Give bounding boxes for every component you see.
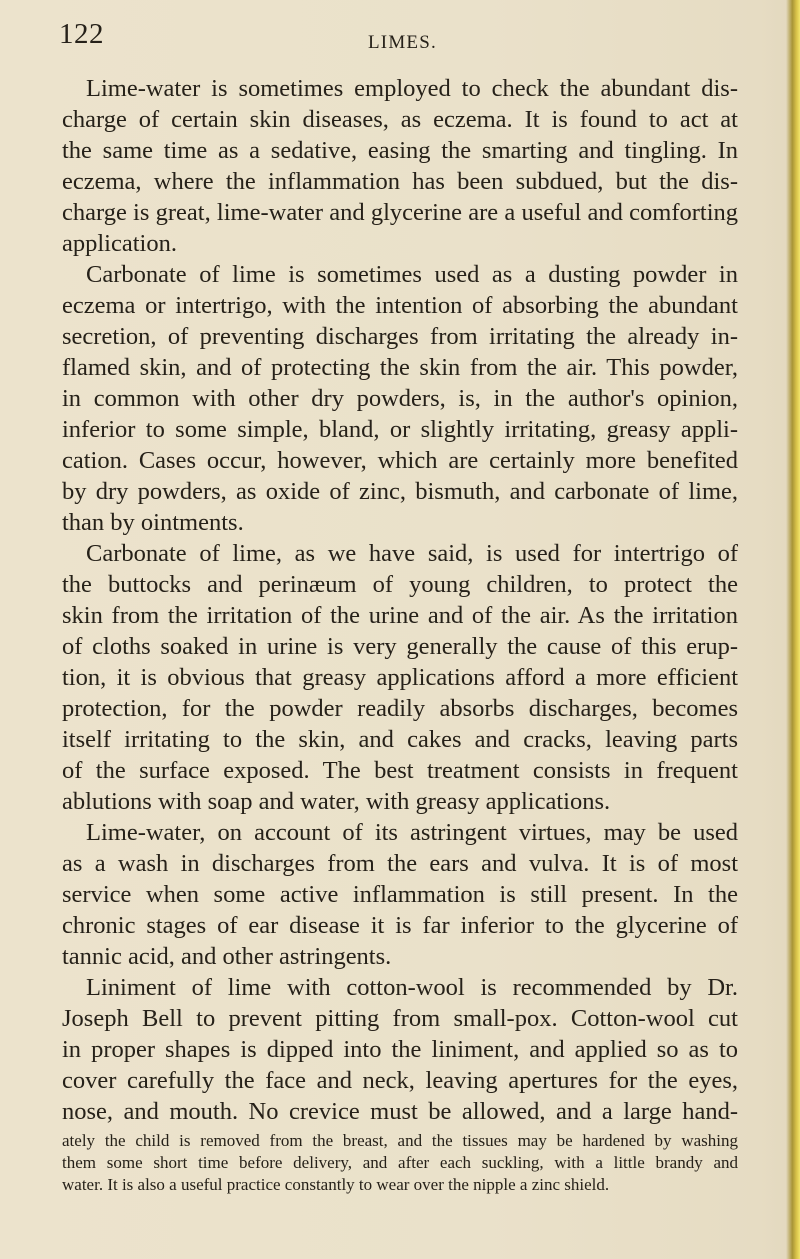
text-line: charge is great, lime-water and glycerine are a useful and comforting xyxy=(62,199,738,226)
text-line: charge of certain skin diseases, as eczema. It is found to act at xyxy=(62,106,738,133)
text-line: as a wash in discharges from the ears and vulva. It is of most xyxy=(62,850,738,877)
text-line: of cloths soaked in urine is very generally the cause of this erup- xyxy=(62,633,738,660)
text-line: itself irritating to the skin, and cakes and cracks, leaving parts xyxy=(62,726,738,753)
text-line: the buttocks and perinæum of young children, to protect the xyxy=(62,571,738,598)
text-line: in common with other dry powders, is, in the author's opinion, xyxy=(62,385,738,412)
text-line: the same time as a sedative, easing the smarting and tingling. In xyxy=(62,137,738,164)
text-line: chronic stages of ear disease it is far inferior to the glycerine of xyxy=(62,912,738,939)
text-line: eczema, where the inflammation has been subdued, but the dis- xyxy=(62,168,738,195)
text-line: Carbonate of lime, as we have said, is used for intertrigo of xyxy=(86,540,738,567)
text-line: nose, and mouth. No crevice must be allowed, and a large hand- xyxy=(62,1098,738,1125)
text-line: application. xyxy=(62,230,177,257)
text-line: than by ointments. xyxy=(62,509,244,536)
page-number: 122 xyxy=(59,18,104,50)
text-line: ablutions with soap and water, with greasy applications. xyxy=(62,788,611,815)
text-line: Joseph Bell to prevent pitting from small-pox. Cotton-wool cut xyxy=(62,1005,738,1032)
footnote-line: ately the child is removed from the breast, and the tissues may be hardened by washing xyxy=(62,1131,738,1150)
text-line: cover carefully the face and neck, leaving apertures for the eyes, xyxy=(62,1067,738,1094)
text-line: protection, for the powder readily absorbs discharges, becomes xyxy=(62,695,738,722)
text-line: tion, it is obvious that greasy applications afford a more efficient xyxy=(62,664,738,691)
text-line: Liniment of lime with cotton-wool is recommended by Dr. xyxy=(86,974,738,1001)
text-line: eczema or intertrigo, with the intention of absorbing the abundant xyxy=(62,292,738,319)
text-line: Lime-water is sometimes employed to check the abundant dis- xyxy=(86,75,738,102)
text-line: flamed skin, and of protecting the skin from the air. This powder, xyxy=(62,354,738,381)
footnote-line: them some short time before delivery, and after each suckling, with a little brandy and xyxy=(62,1153,738,1172)
text-line: tannic acid, and other astringents. xyxy=(62,943,392,970)
text-line: by dry powders, as oxide of zinc, bismuth, and carbonate of lime, xyxy=(62,478,738,505)
text-line: cation. Cases occur, however, which are certainly more benefited xyxy=(62,447,738,474)
text-line: Lime-water, on account of its astringent virtues, may be used xyxy=(86,819,738,846)
text-line: in proper shapes is dipped into the liniment, and applied so as to xyxy=(62,1036,738,1063)
text-line: service when some active inflammation is still present. In the xyxy=(62,881,738,908)
text-line: skin from the irritation of the urine and of the air. As the irritation xyxy=(62,602,738,629)
text-line: secretion, of preventing discharges from irritating the already in- xyxy=(62,323,738,350)
page-edge xyxy=(786,0,800,1259)
running-head: LIMES. xyxy=(368,32,437,53)
text-line: of the surface exposed. The best treatment consists in frequent xyxy=(62,757,738,784)
footnote-line: water. It is also a useful practice constantly to wear over the nipple a zinc shield. xyxy=(62,1175,610,1194)
text-line: inferior to some simple, bland, or slightly irritating, greasy appli- xyxy=(62,416,738,443)
text-line: Carbonate of lime is sometimes used as a dusting powder in xyxy=(86,261,738,288)
